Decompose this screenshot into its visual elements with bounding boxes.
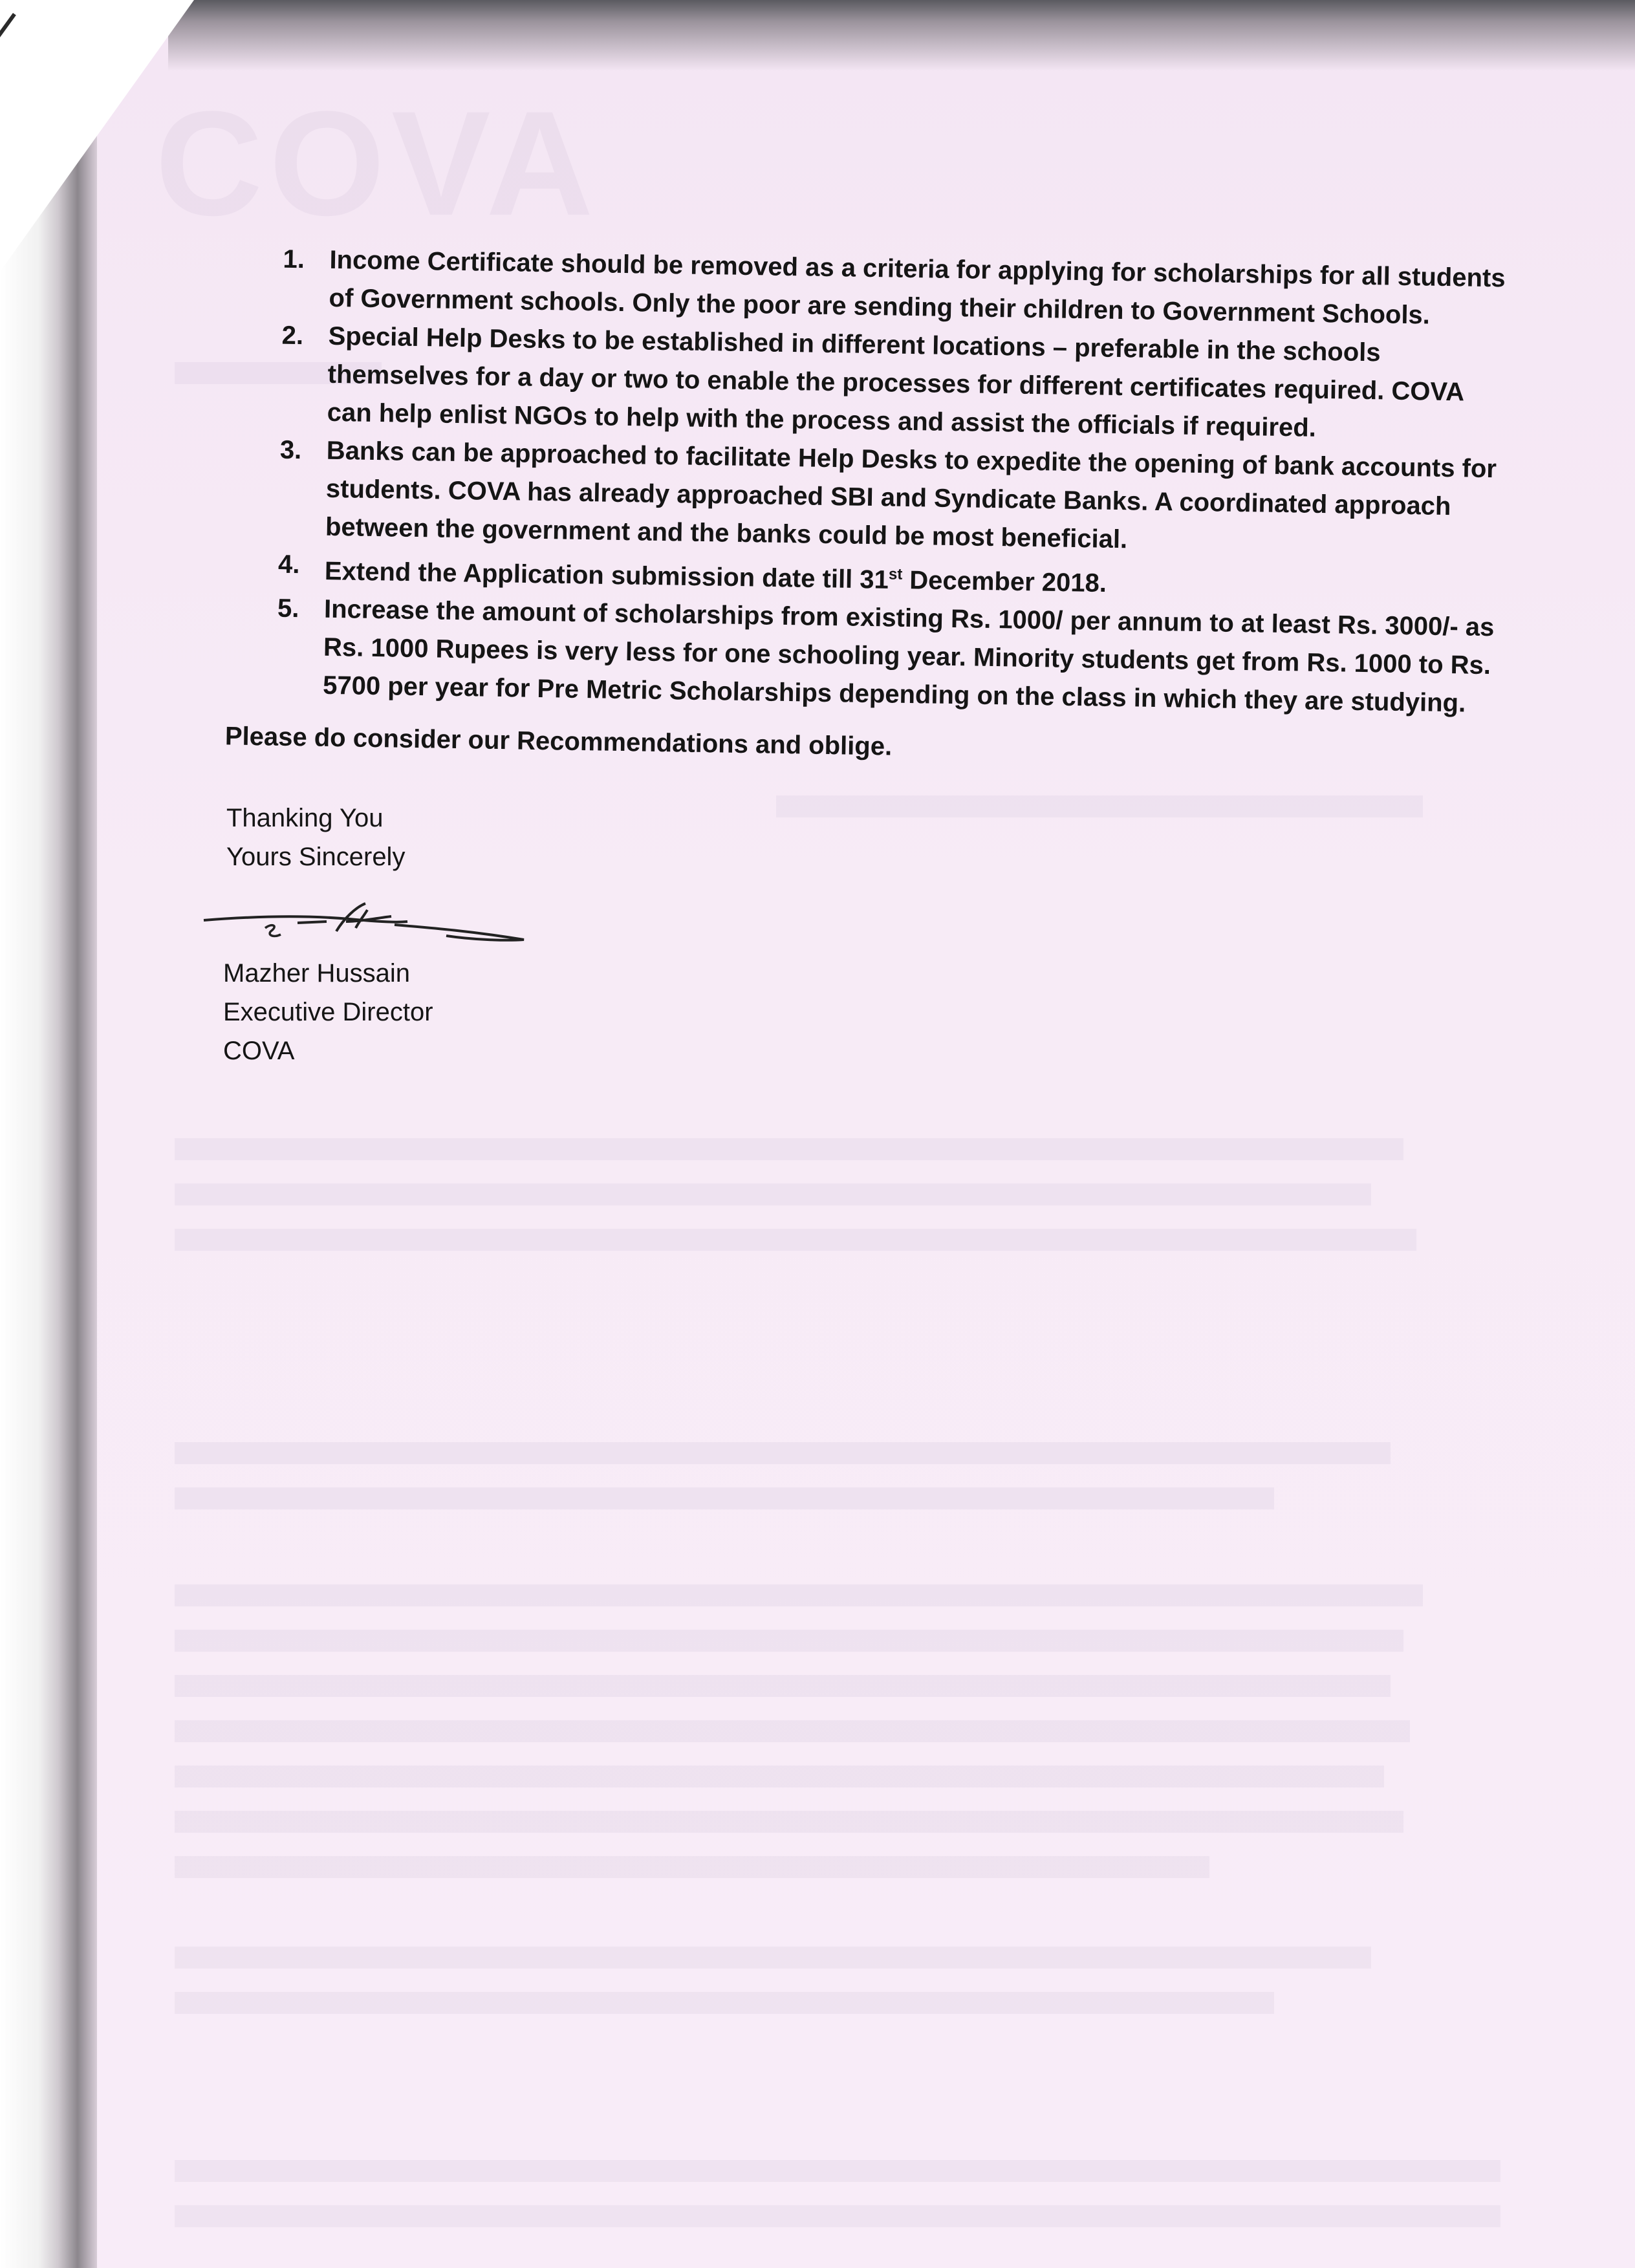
recommendation-text: Special Help Desks to be established in different locations – preferable in the schools themselves for a day or two to enable the processes for different certificates required. COVA can help enlist NGOs to help with the process and assist the officials if required. bbox=[327, 321, 1464, 442]
bleed-through-line bbox=[175, 1675, 1391, 1697]
regards-line: Yours Sincerely bbox=[226, 843, 406, 871]
bleed-through-line bbox=[175, 1811, 1403, 1833]
recommendation-number: 1. bbox=[283, 244, 305, 274]
recommendation-number: 3. bbox=[279, 435, 302, 465]
thanks-line: Thanking You bbox=[226, 804, 384, 832]
recommendation-text-part: December 2018. bbox=[902, 566, 1107, 598]
recommendation-text: Increase the amount of scholarships from existing Rs. 1000/ per annum to at least Rs. 3000/- as Rs. 1000 Rupees is very less for one schooling year. Minority students get from Rs. 1000 to Rs. 5700 per year for Pre Metric Scholarships depending on the class in which they are studying. bbox=[322, 595, 1495, 718]
bleed-through-line bbox=[175, 1229, 1416, 1251]
signatory-organization: COVA bbox=[223, 1037, 295, 1065]
recommendations-list bbox=[206, 239, 1507, 724]
recommendation-text: Banks can be approached to facilitate Help Desks to expedite the opening of bank accounts for students. COVA has already approached SBI and Syndicate Banks. A coordinated approach between the government and the banks could be most beneficial. bbox=[325, 436, 1497, 554]
signoff bbox=[226, 799, 405, 876]
bleed-through-line bbox=[175, 1947, 1371, 1969]
ordinal-suffix: st bbox=[888, 565, 903, 583]
signatory-title: Executive Director bbox=[223, 998, 433, 1026]
bleed-through-line bbox=[175, 1630, 1403, 1652]
bleed-through-logo: COVA bbox=[155, 80, 600, 246]
bleed-through-line bbox=[175, 1992, 1274, 2014]
signatory-name: Mazher Hussain bbox=[223, 959, 411, 988]
bleed-through-line bbox=[175, 1766, 1384, 1787]
bleed-through-line bbox=[175, 1138, 1403, 1160]
closing-request: Please do consider our Recommendations and oblige. bbox=[224, 722, 893, 761]
letter-body bbox=[205, 239, 1506, 776]
bleed-through-line bbox=[175, 1442, 1391, 1464]
recommendation-text: Income Certificate should be removed as a criteria for applying for scholarships for all students of Government schools. Only the poor are sending their children to Government Schools. bbox=[329, 245, 1506, 330]
recommendation-number: 2. bbox=[281, 321, 304, 351]
bleed-through-line bbox=[175, 2205, 1500, 2227]
bleed-through-line bbox=[776, 795, 1423, 817]
bleed-through-line bbox=[175, 1720, 1410, 1742]
bleed-through-line bbox=[175, 1487, 1274, 1509]
scan-top-shadow bbox=[168, 0, 1635, 71]
recommendation-item bbox=[206, 589, 1502, 723]
signatory-block bbox=[223, 954, 433, 1070]
recommendation-number: 4. bbox=[277, 550, 300, 579]
recommendation-item bbox=[210, 316, 1506, 450]
bleed-through-line bbox=[175, 1183, 1371, 1205]
scan-left-edge bbox=[0, 0, 97, 2268]
recommendation-item bbox=[209, 430, 1504, 565]
recommendation-text-part: Extend the Application submission date till 31 bbox=[324, 557, 889, 594]
bleed-through-line bbox=[175, 1584, 1423, 1606]
bleed-through-line bbox=[175, 1856, 1209, 1878]
recommendation-number: 5. bbox=[277, 594, 299, 623]
bleed-through-line bbox=[175, 2160, 1500, 2182]
